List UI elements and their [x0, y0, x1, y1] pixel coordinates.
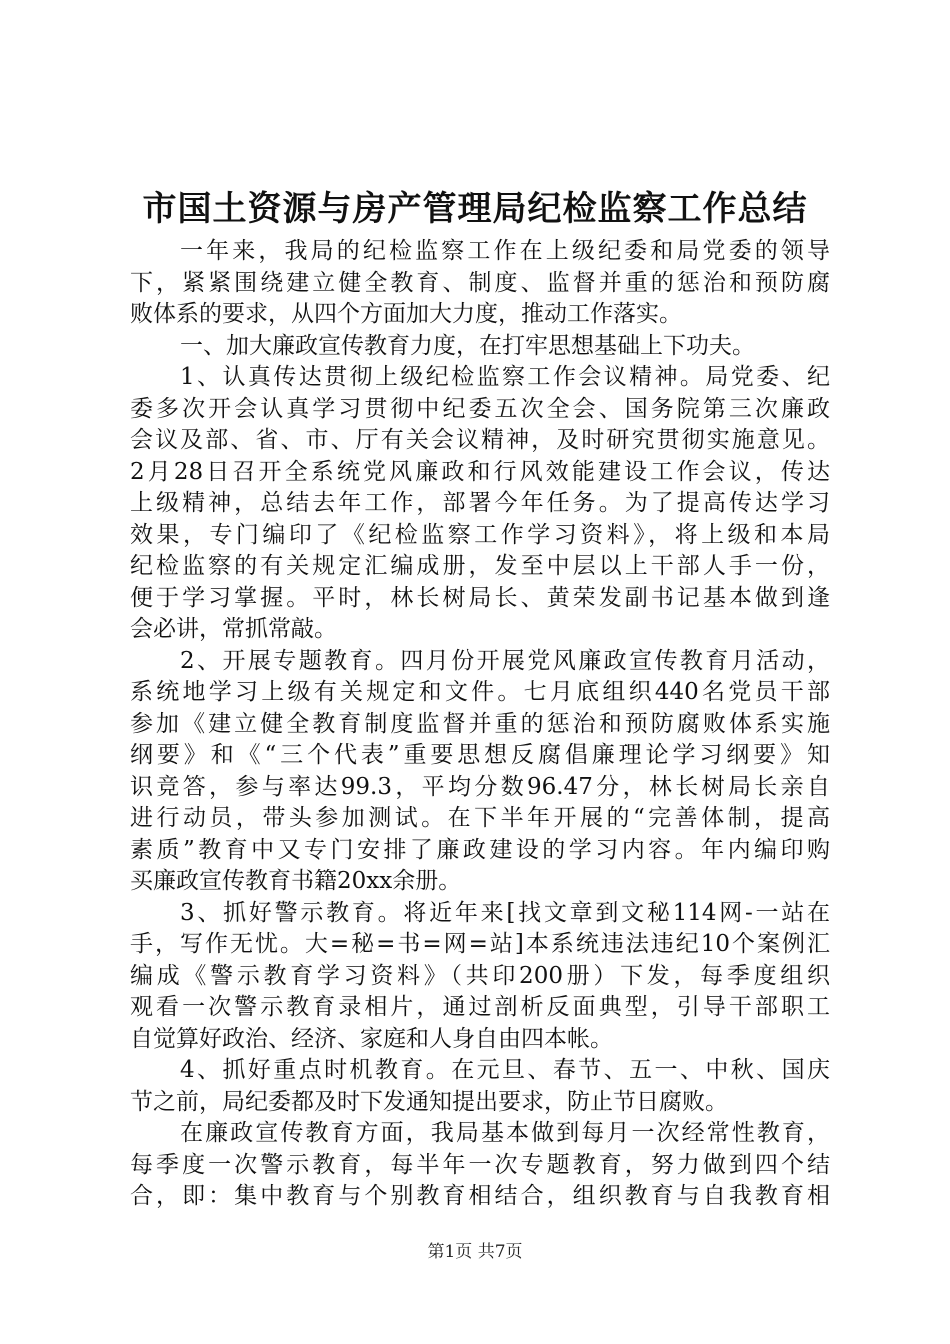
- body-line: 观看一次警示教育录相片，通过剖析反面典型，引导干部职工: [130, 994, 830, 1020]
- body-line: 素质”教育中又专门安排了廉政建设的学习内容。年内编印购: [130, 836, 830, 863]
- body-line: 编成《警示教育学习资料》（共印200册）下发，每季度组织: [130, 962, 830, 989]
- body-line: 节之前，局纪委都及时下发通知提出要求，防止节日腐败。: [130, 1088, 728, 1115]
- body-line: 下，紧紧围绕建立健全教育、制度、监督并重的惩治和预防腐: [130, 269, 830, 296]
- body-line: 上级精神，总结去年工作，部署今年任务。为了提高传达学习: [130, 490, 830, 516]
- body-line: 2、开展专题教育。四月份开展党风廉政宣传教育月活动，: [180, 647, 830, 674]
- body-line: 系统地学习上级有关规定和文件。七月底组织440名党员干部: [130, 679, 830, 705]
- body-line: 一、加大廉政宣传教育力度，在打牢思想基础上下功夫。: [180, 332, 755, 359]
- body-line: 2月28日召开全系统党风廉政和行风效能建设工作会议，传达: [130, 458, 830, 485]
- body-line: 自觉算好政治、经济、家庭和人身自由四本帐。: [130, 1025, 613, 1052]
- body-line: 会必讲，常抓常敲。: [130, 616, 337, 642]
- body-line: 在廉政宣传教育方面，我局基本做到每月一次经常性教育，: [180, 1120, 830, 1146]
- body-line: 纪检监察的有关规定汇编成册，发至中层以上干部人手一份，: [130, 553, 830, 579]
- body-line: 4、抓好重点时机教育。在元旦、春节、五一、中秋、国庆: [180, 1057, 830, 1083]
- body-line: 委多次开会认真学习贯彻中纪委五次全会、国务院第三次廉政: [130, 395, 830, 422]
- document-body: [130, 236, 830, 1213]
- body-line: 手，写作无忧。大=秘=书=网=站]本系统违法违纪10个案例汇: [130, 931, 830, 957]
- body-line: 进行动员，带头参加测试。在下半年开展的“完善体制，提高: [130, 805, 830, 831]
- body-line: 买廉政宣传教育书籍20xx余册。: [130, 868, 462, 894]
- body-line: 参加《建立健全教育制度监督并重的惩治和预防腐败体系实施: [130, 710, 830, 737]
- body-line: 3、抓好警示教育。将近年来[找文章到文秘114网-一站在: [180, 899, 830, 926]
- body-line: 纲要》和《“三个代表”重要思想反腐倡廉理论学习纲要》知: [130, 742, 830, 768]
- body-line: 会议及部、省、市、厅有关会议精神，及时研究贯彻实施意见。: [130, 427, 830, 453]
- body-line: 合，即：集中教育与个别教育相结合，组织教育与自我教育相: [130, 1183, 830, 1209]
- document-title: 市国土资源与房产管理局纪检监察工作总结: [142, 189, 808, 229]
- body-line: 效果，专门编印了《纪检监察工作学习资料》，将上级和本局: [130, 521, 830, 548]
- body-line: 便于学习掌握。平时，林长树局长、黄荣发副书记基本做到逢: [130, 584, 830, 611]
- body-line: 一年来，我局的纪检监察工作在上级纪委和局党委的领导: [180, 238, 830, 264]
- body-line: 识竞答，参与率达99.3，平均分数96.47分，林长树局长亲自: [130, 773, 830, 800]
- body-line: 每季度一次警示教育，每半年一次专题教育，努力做到四个结: [130, 1151, 830, 1178]
- body-line: 1、认真传达贯彻上级纪检监察工作会议精神。局党委、纪: [180, 364, 830, 390]
- page-footer: 第1页 共7页: [427, 1242, 523, 1262]
- body-line: 败体系的要求，从四个方面加大力度，推动工作落实。: [130, 301, 682, 327]
